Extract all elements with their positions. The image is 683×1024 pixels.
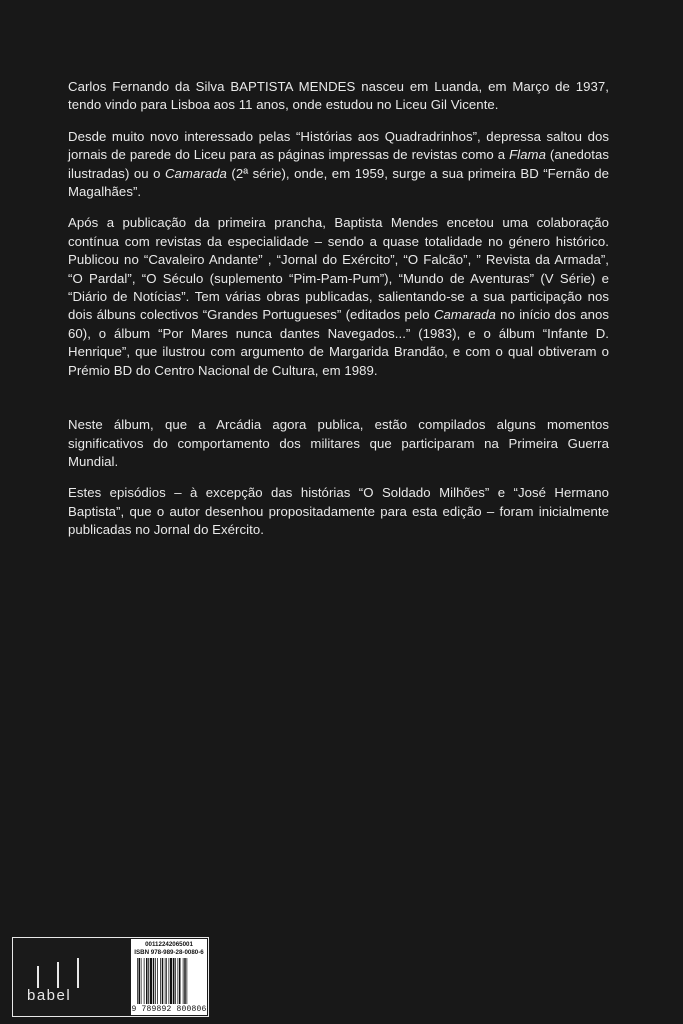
barcode-stripe: [184, 958, 186, 1004]
babel-bars-icon: [77, 958, 79, 988]
magazine-title-flama: Flama: [509, 147, 546, 163]
barcode-stripe: [141, 958, 142, 1004]
barcode-panel: [131, 939, 207, 1015]
barcode-stripe: [139, 958, 141, 1004]
babel-bars-icon: [57, 962, 59, 988]
biography-paragraph-3: [68, 214, 609, 380]
barcode-stripe: [155, 958, 156, 1004]
barcode-stripe: [187, 958, 188, 1004]
biography-text: Após a publicação da primeira prancha, Baptista Mendes encetou uma colaboração contínua com revistas da especialidade – sendo a quase totalidade no género histórico. Publicou no “Cavaleiro Andante” , “Jornal do Exército”, “O Falcão”, ” Revista da Armada”, “O Pardal”, “O Século (suplemento “Pim-Pam-Pum”), “Mundo de Aventuras” (V Série) e “Diário de Notícias”. Tem várias obras publicadas, salientando-se a sua participação nos dois álbuns colectivos “Grandes Portugueses” (editados pelo: [68, 215, 609, 323]
barcode-icon: [137, 958, 203, 1004]
biography-paragraph-2: [68, 128, 609, 202]
barcode-stripe: [175, 958, 176, 1004]
publisher-logo-text: babel: [27, 987, 72, 1004]
barcode-stripe: [173, 958, 175, 1004]
barcode-stripe: [137, 958, 138, 1004]
barcode-stripe: [144, 958, 145, 1004]
barcode-stripe: [160, 958, 161, 1004]
barcode-stripe: [178, 958, 179, 1004]
album-paragraph-1: [68, 416, 609, 471]
biography-text: (2ª série), onde, em 1959, surge a sua primeira BD “Fernão de Magalhães”.: [68, 165, 609, 200]
album-text: Estes episódios – à excepção das histórias “O Soldado Milhões” e “José Hermano Baptista”, que o autor desenhou propositadamente para esta edição – foram inicialmente publicadas no Jornal do Exército.: [68, 485, 609, 538]
biography-text: (anedotas ilustradas) ou o: [68, 147, 609, 181]
publisher-box: [12, 937, 209, 1017]
barcode-stripe: [148, 958, 149, 1004]
biography-text: Desde muito novo interessado pelas “Histórias aos Quadradrinhos”, depressa saltou dos jornais de parede do Liceu para as páginas impressas de revistas como a: [68, 128, 609, 163]
biography-text: no início dos anos 60), o álbum “Por Mares nunca dantes Navegados...” (1983), e o álbum “Infante D. Henrique”, que ilustrou com argumento de Margarida Brandão, e com o qual obtiveram o Prémio BD do Centro Nacional de Cultura, em 1989.: [68, 307, 609, 378]
album-paragraph-2: [68, 484, 609, 539]
barcode-stripe: [169, 958, 170, 1004]
biography-paragraph-1: [68, 78, 609, 115]
barcode-number: 9 789892 800806: [131, 1005, 207, 1014]
biography-text: Carlos Fernando da Silva BAPTISTA MENDES nasceu em Luanda, em Março de 1937, tendo vindo para Lisboa aos 11 anos, onde estudou no Liceu Gil Vicente.: [68, 79, 609, 113]
babel-bars-icon: [37, 966, 39, 988]
barcode-stripe: [170, 958, 172, 1004]
barcode-stripe: [183, 958, 184, 1004]
album-text: Neste álbum, que a Arcádia agora publica, estão compilados alguns momentos significativos do comportamento dos militares que participaram na Primeira Guerra Mundial.: [68, 417, 609, 469]
barcode-stripe: [162, 958, 164, 1004]
barcode-stripe: [165, 958, 166, 1004]
barcode-stripe: [166, 958, 167, 1004]
magazine-title-camarada: Camarada: [433, 307, 496, 323]
barcode-stripe: [179, 958, 181, 1004]
barcode-stripe: [157, 958, 158, 1004]
barcode-stripe: [146, 958, 148, 1004]
magazine-title-camarada: Camarada: [164, 165, 227, 181]
internal-code: 00112242065001: [145, 941, 193, 948]
barcode-stripe: [153, 958, 155, 1004]
back-cover-text: [68, 78, 609, 553]
publisher-logo: [27, 950, 99, 1004]
isbn-label: ISBN 978-989-28-0080-6: [134, 949, 204, 956]
barcode-stripe: [150, 958, 152, 1004]
